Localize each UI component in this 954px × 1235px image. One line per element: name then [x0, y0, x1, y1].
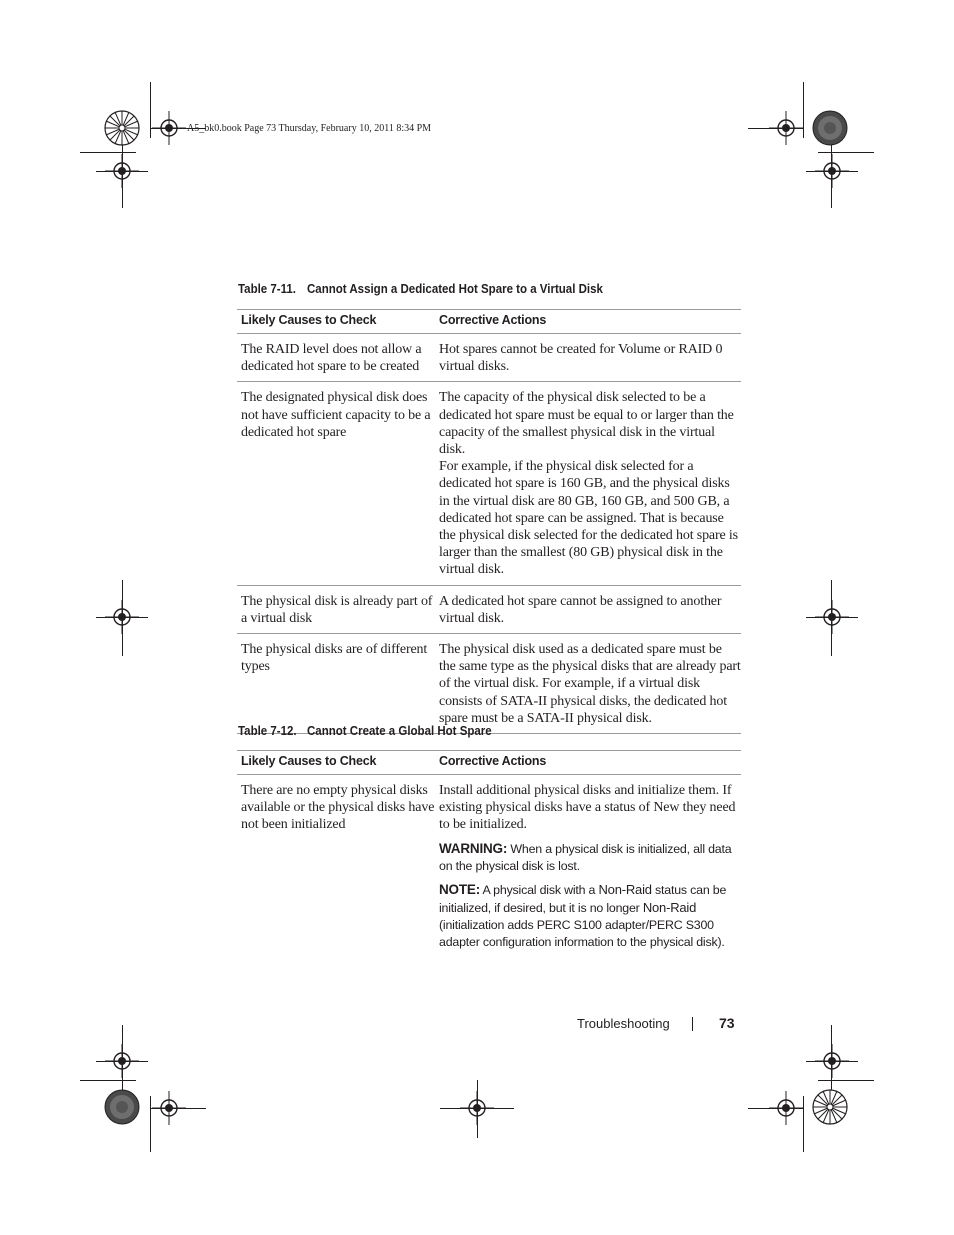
table2-caption [238, 724, 492, 738]
status-value: Non-Raid [642, 899, 697, 915]
crop-mark [803, 1096, 804, 1152]
cause-cell: The physical disk is already part of a virtual disk [237, 585, 435, 633]
action-paragraph: For example, if the physical disk selected for a dedicated hot spare is 160 GB, and the physical disks in the virtual disk are 80 GB, 160 GB, and 500 GB, a dedicated hot spare can be assigned. That is because the physical disk selected for the dedicated hot spare is larger than the smallest (80 GB) physical disk in the virtual disk. [439, 459, 738, 578]
crosshair-icon [105, 1044, 139, 1078]
crop-mark [150, 82, 151, 138]
starburst-icon [812, 1089, 848, 1125]
table1-header-row [237, 310, 741, 334]
crosshair-icon [152, 1091, 186, 1125]
note-text: A physical disk with a [480, 882, 599, 897]
note-text: status can be initialized, if desired, but it is no longer [439, 882, 727, 915]
crosshair-icon [815, 1044, 849, 1078]
info-note [439, 881, 741, 951]
table1-number: Table 7-11. [238, 282, 296, 296]
table2-title: Cannot Create a Global Hot Spare [307, 724, 492, 738]
table2 [237, 750, 741, 957]
cause-cell: The RAID level does not allow a dedicated hot spare to be created [237, 334, 435, 382]
action-text: they need to be initialized. [439, 800, 736, 833]
cause-cell: The designated physical disk does not have sufficient capacity to be a dedicated hot spare [237, 382, 435, 585]
column-header: Likely Causes to Check [237, 751, 435, 775]
action-cell: Hot spares cannot be created for Volume or RAID 0 virtual disks. [435, 334, 741, 382]
table2-number: Table 7-12. [238, 724, 297, 738]
crosshair-icon [769, 1091, 803, 1125]
warning-note [439, 840, 741, 875]
color-dot-icon [104, 1089, 140, 1125]
action-paragraph: The capacity of the physical disk selected to be a dedicated hot spare must be equal to or larger than the capacity of the smallest physical disk in the virtual disk. [439, 390, 734, 458]
crop-mark [818, 152, 874, 153]
crosshair-icon [460, 1091, 494, 1125]
table1 [237, 309, 741, 734]
status-value: Non-Raid [598, 881, 652, 897]
table1-title: Cannot Assign a Dedicated Hot Spare to a Virtual Disk [307, 282, 603, 296]
starburst-icon [104, 110, 140, 146]
crosshair-icon [815, 600, 849, 634]
crop-mark [818, 1080, 874, 1081]
warning-label: WARNING: [439, 840, 508, 856]
crop-mark [150, 1096, 151, 1152]
crop-mark [803, 82, 804, 138]
cause-cell: The physical disks are of different types [237, 634, 435, 734]
color-dot-icon [812, 110, 848, 146]
action-paragraph [439, 782, 741, 834]
action-cell: A dedicated hot spare cannot be assigned to another virtual disk. [435, 585, 741, 633]
action-cell [435, 775, 741, 957]
table-row [237, 585, 741, 633]
action-text: Install additional physical disks and initialize them. If existing physical disks have a status of [439, 783, 732, 816]
table1-caption [238, 282, 603, 296]
table-row [237, 334, 741, 382]
warning-text: When a physical disk is initialized, all data on the physical disk is lost. [439, 841, 732, 873]
crosshair-icon [815, 154, 849, 188]
footer-divider [692, 1017, 693, 1031]
action-cell: The physical disk used as a dedicated spare must be the same type as the physical disks that are already part of the virtual disk. For example, if a virtual disk consists of SATA-II physical disks, the dedicated hot spare must be a SATA-II physical disk. [435, 634, 741, 734]
page-number: 73 [719, 1015, 735, 1031]
column-header: Likely Causes to Check [237, 310, 435, 334]
status-value: New [653, 800, 680, 816]
column-header: Corrective Actions [435, 310, 741, 334]
crop-mark [80, 152, 136, 153]
crop-mark [80, 1080, 136, 1081]
print-slug: A5_bk0.book Page 73 Thursday, February 10, 2011 8:34 PM [187, 123, 432, 134]
crosshair-icon [769, 111, 803, 145]
crosshair-icon [105, 154, 139, 188]
table2-header-row [237, 751, 741, 775]
action-cell [435, 382, 741, 585]
crosshair-icon [105, 600, 139, 634]
note-text: (initialization adds PERC S100 adapter/PERC S300 adapter configuration information to the physical disk). [439, 917, 725, 949]
crosshair-icon [152, 111, 186, 145]
table-row [237, 382, 741, 585]
table-row [237, 775, 741, 957]
table-row [237, 634, 741, 734]
note-label: NOTE: [439, 881, 480, 897]
footer-section-name: Troubleshooting [577, 1016, 670, 1031]
column-header: Corrective Actions [435, 751, 741, 775]
cause-cell: There are no empty physical disks available or the physical disks have not been initialized [241, 783, 435, 833]
